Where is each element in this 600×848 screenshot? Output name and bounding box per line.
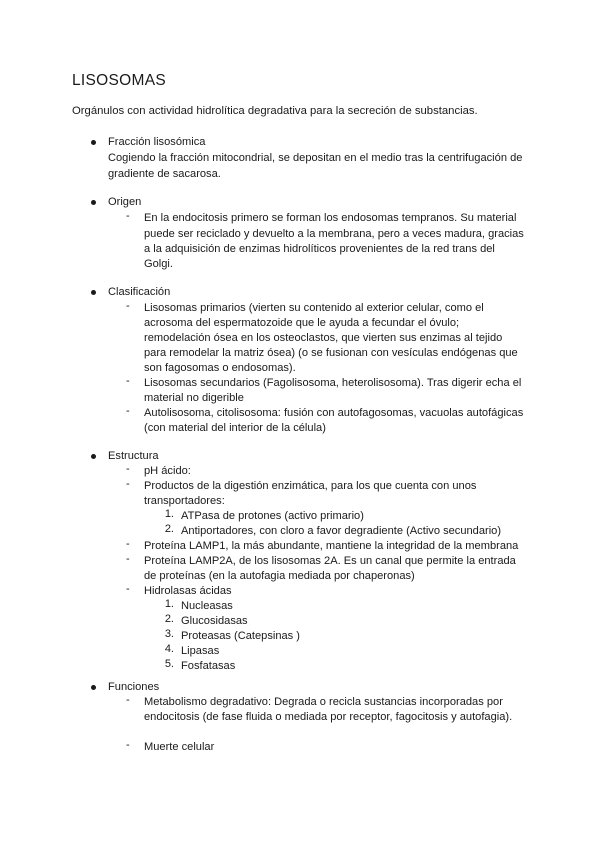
dash-marker: -	[126, 463, 130, 475]
clasificacion-line: Lisosomas secundarios (Fagolisosoma, heterolisosoma). Tras digerir echa el	[144, 377, 522, 389]
clasificacion-line: Lisosomas primarios (vierten su contenido al exterior celular, como el	[144, 302, 484, 314]
estructura-line: de proteínas (en la autofagia mediada por chaperonas)	[144, 570, 415, 582]
bullet-clasificacion	[91, 290, 96, 295]
estructura-line: pH ácido:	[144, 465, 191, 477]
dash-marker: -	[126, 553, 130, 565]
bullet-origen	[91, 200, 96, 205]
clasificacion-line: para remodelar la matriz ósea) (o se fusionan con vesículas endógenas que	[144, 347, 518, 359]
hidrolasa-item: Fosfatasas	[181, 660, 236, 672]
number-marker: 3.	[164, 628, 174, 640]
clasificacion-line: material no digerible	[144, 392, 244, 404]
funciones-line: Muerte celular	[144, 741, 215, 753]
dash-marker: -	[126, 478, 130, 490]
clasificacion-line: Autolisosoma, citolisosoma: fusión con autofagosomas, vacuolas autofágicas	[144, 407, 524, 419]
origen-line: puede ser reciclado y devuelto a la membrana, pero a veces madura, gracias	[144, 228, 524, 240]
clasificacion-line: acrosoma del espermatozoide que le ayuda a fecundar el óvulo;	[144, 317, 460, 329]
number-marker: 1.	[164, 508, 174, 520]
heading-fraccion: Fracción lisosómica	[108, 136, 206, 148]
bullet-estructura	[91, 454, 96, 459]
funciones-line: endocitosis (de fase fluida o mediada por receptor, fagocitosis y autofagia).	[144, 711, 513, 723]
heading-estructura: Estructura	[108, 450, 159, 462]
estructura-line: transportadores:	[144, 495, 225, 507]
estructura-line: Proteína LAMP2A, de los lisosomas 2A. Es un canal que permite la entrada	[144, 555, 516, 567]
dash-marker: -	[126, 210, 130, 222]
hidrolasa-item: Proteasas (Catepsinas )	[181, 630, 301, 642]
fraccion-line: gradiente de sacarosa.	[108, 168, 221, 180]
dash-marker: -	[126, 538, 130, 550]
dash-marker: -	[126, 694, 130, 706]
number-marker: 2.	[164, 523, 174, 535]
estructura-subitem: ATPasa de protones (activo primario)	[181, 510, 364, 522]
hidrolasa-item: Lipasas	[181, 645, 220, 657]
dash-marker: -	[126, 583, 130, 595]
funciones-line: Metabolismo degradativo: Degrada o recicla sustancias incorporadas por	[144, 696, 503, 708]
clasificacion-line: remodelación ósea en los osteoclastos, que vierten sus enzimas al tejido	[144, 332, 503, 344]
origen-line: Golgi.	[144, 258, 173, 270]
number-marker: 1.	[164, 598, 174, 610]
estructura-line: Productos de la digestión enzimática, para los que cuenta con unos	[144, 480, 477, 492]
dash-marker: -	[126, 739, 130, 751]
number-marker: 5.	[164, 658, 174, 670]
clasificacion-line: (con material del interior de la célula)	[144, 422, 326, 434]
page-title: LISOSOMAS	[72, 72, 167, 89]
heading-funciones: Funciones	[108, 681, 160, 693]
clasificacion-line: son fagosomas o endosomas).	[144, 362, 296, 374]
estructura-line: Proteína LAMP1, la más abundante, mantiene la integridad de la membrana	[144, 540, 519, 552]
hidrolasa-item: Nucleasas	[181, 600, 233, 612]
number-marker: 4.	[164, 643, 174, 655]
estructura-subitem: Antiportadores, con cloro a favor degradiente (Activo secundario)	[181, 525, 502, 537]
bullet-funciones	[91, 685, 96, 690]
number-marker: 2.	[164, 613, 174, 625]
fraccion-line: Cogiendo la fracción mitocondrial, se depositan en el medio tras la centrifugación de	[108, 152, 523, 164]
hidrolasa-item: Glucosidasas	[181, 615, 248, 627]
origen-line: En la endocitosis primero se forman los endosomas tempranos. Su material	[144, 212, 517, 224]
estructura-line: Hidrolasas ácidas	[144, 585, 232, 597]
dash-marker: -	[126, 405, 130, 417]
bullet-fraccion	[91, 140, 96, 145]
dash-marker: -	[126, 300, 130, 312]
dash-marker: -	[126, 375, 130, 387]
origen-line: a la adquisición de enzimas hidrolíticos provenientes de la red trans del	[144, 243, 495, 255]
intro-paragraph: Orgánulos con actividad hidrolítica degradativa para la secreción de substancias.	[72, 105, 478, 117]
heading-origen: Origen	[108, 196, 142, 208]
heading-clasificacion: Clasificación	[108, 286, 171, 298]
